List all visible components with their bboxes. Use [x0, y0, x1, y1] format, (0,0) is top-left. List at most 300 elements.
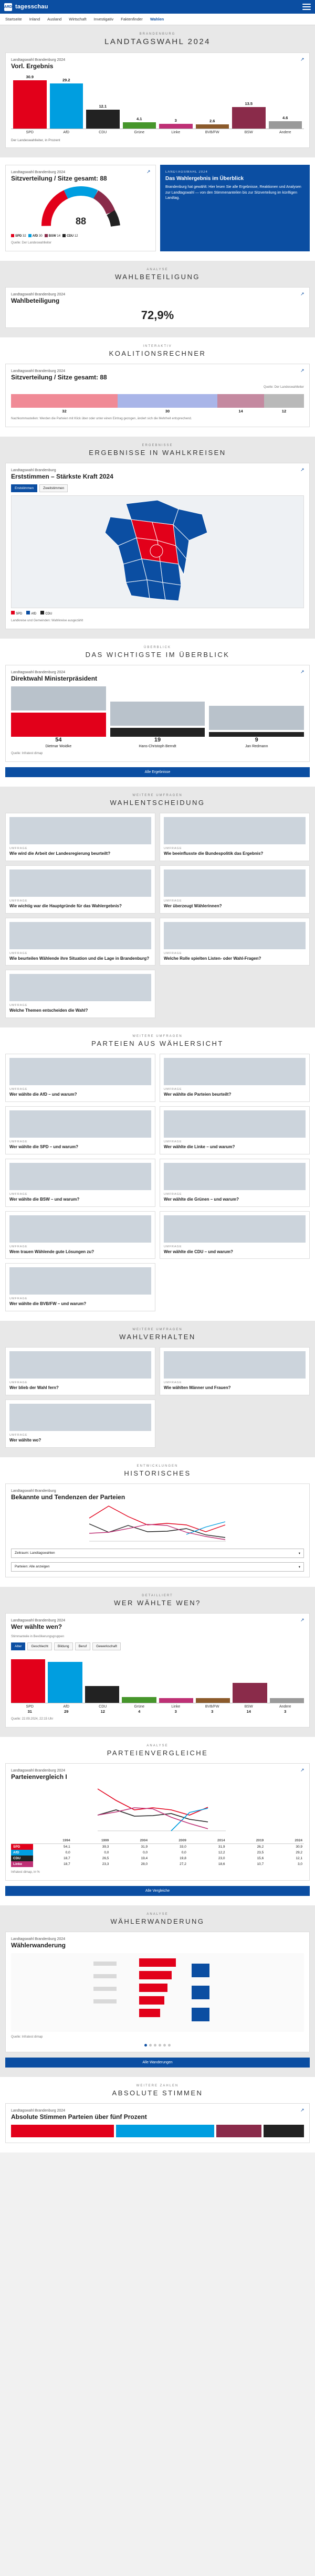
behaviour-title: WAHLVERHALTEN	[119, 1333, 196, 1341]
dot-5[interactable]	[163, 2044, 166, 2047]
district-map[interactable]	[11, 495, 304, 608]
coalition-footnote: Nachkommastellen: Werden die Parteien mit Klick über oder unter einen Eintrag gezogen, ändert sich die Mehrheit entsprechend.	[11, 417, 192, 420]
donut-seg-cdu	[111, 213, 116, 226]
teaser-title: Wer wählte die CDU – und warum?	[164, 1249, 233, 1254]
compare-card-kicker: Landtagswahl Brandenburg 2024	[11, 1768, 66, 1773]
th-2009: 2009	[149, 1838, 188, 1844]
wbar-bvbfw	[196, 1698, 230, 1702]
share-icon[interactable]: ↗	[300, 291, 304, 296]
bar-value-bvbfw: 2.6	[209, 118, 215, 123]
map-legend-afd: AfD	[26, 611, 36, 616]
share-icon[interactable]: ↗	[300, 368, 304, 373]
hero-kicker: BRANDENBURG	[139, 33, 176, 36]
seat-block-bsw[interactable]	[217, 394, 264, 408]
bar-value-linke: 3	[174, 118, 177, 123]
whovoted-section	[0, 1587, 315, 1737]
map-footnote: Landkreise und Gemeinden: Wahlkreise ausgezählt	[11, 619, 83, 622]
historic-party-select[interactable]: Parteien: Alle anzeigen ▾	[11, 1562, 304, 1572]
teaser-item[interactable]	[160, 1054, 310, 1102]
absolute-kicker: WEITERE ZAHLEN	[136, 2084, 179, 2087]
th-2019: 2019	[227, 1838, 266, 1844]
cell: 28,0	[141, 1862, 148, 1866]
whovoted-bar-chart	[11, 1653, 304, 1703]
teaser-title: Wie wählten Männer und Frauen?	[164, 1385, 231, 1391]
teaser-item[interactable]	[5, 865, 155, 914]
historic-card	[5, 1483, 310, 1577]
brand-title[interactable]: tagesschau	[15, 4, 48, 10]
hamburger-menu-icon[interactable]	[302, 4, 311, 10]
candidate-photo	[209, 706, 304, 730]
ard-logo[interactable]	[4, 3, 12, 11]
dot-4[interactable]	[159, 2044, 161, 2047]
tab-zweitstimmen[interactable]: Zweitstimmen	[39, 484, 68, 492]
coalition-seat-numbers	[11, 409, 304, 414]
parties-view-kicker: WEITERE UMFRAGEN	[132, 1035, 183, 1038]
teaser-item[interactable]	[160, 1211, 310, 1259]
candidate-bar-berndt	[110, 728, 205, 737]
teaser-kicker: UMFRAGE	[164, 899, 182, 903]
promo-kicker: LANDTAGSWAHL 2024	[165, 171, 208, 174]
result-card	[5, 52, 310, 148]
seats-legend	[11, 234, 150, 238]
teaser-item[interactable]	[160, 813, 310, 861]
wlabel-andere: Andere	[279, 1704, 291, 1709]
teaser-kicker: UMFRAGE	[164, 1381, 182, 1385]
teaser-title: Wem trauen Wählende gute Lösungen zu?	[9, 1249, 94, 1254]
teaser-item[interactable]	[5, 1106, 155, 1154]
all-migrations-button[interactable]: Alle Wanderungen	[5, 2058, 310, 2068]
seats-source: Quelle: Der Landeswahlleiter	[11, 241, 52, 245]
teaser-title: Wer wählte die BSW – und warum?	[9, 1196, 80, 1202]
donut-seg-afd	[66, 191, 96, 194]
share-icon[interactable]: ↗	[300, 2107, 304, 2113]
coalition-kicker: INTERAKTIV	[143, 345, 172, 348]
teaser-title: Wer wählte die Linke – und warum?	[164, 1144, 235, 1149]
wlabel-linke: Linke	[171, 1704, 181, 1709]
teaser-title: Wer wählte die AfD – und warum?	[9, 1092, 77, 1097]
cell: 3,0	[297, 1862, 302, 1866]
teaser-kicker: UMFRAGE	[164, 1192, 182, 1196]
wbar-afd	[48, 1662, 82, 1703]
absolute-title: ABSOLUTE STIMMEN	[112, 2089, 203, 2097]
hero-section	[0, 25, 315, 157]
teaser-title: Welche Themen entscheiden die Wahl?	[9, 1008, 88, 1013]
bar-afd	[50, 83, 83, 129]
th-2024: 2024	[265, 1838, 304, 1844]
promo-card[interactable]	[160, 165, 310, 251]
wbar-linke	[159, 1698, 193, 1702]
compare-line-chart	[11, 1785, 304, 1832]
migration-kicker: ANALYSE	[146, 1912, 169, 1916]
districts-kicker: ERGEBNISSE	[142, 444, 173, 447]
dot-6[interactable]	[168, 2044, 171, 2047]
flow-target-1	[192, 1964, 209, 1977]
teaser-thumbnail	[9, 1351, 151, 1379]
teaser-title: Welche Rolle spielten Listen- oder Wahl-Fragen?	[164, 956, 261, 961]
teaser-title: Wie wird die Arbeit der Landesregierung beurteilt?	[9, 851, 111, 856]
legend-afd: AfD 30	[28, 234, 43, 238]
wvalue-andere: 3	[284, 1709, 287, 1714]
flow-label-bg	[93, 1987, 117, 1991]
turnout-card-kicker: Landtagswahl Brandenburg 2024	[11, 293, 66, 296]
teaser-item[interactable]	[5, 1263, 155, 1311]
teaser-kicker: UMFRAGE	[9, 1297, 28, 1301]
cell: 18,6	[218, 1862, 225, 1866]
cell: 0,0	[181, 1850, 186, 1854]
historic-period-select[interactable]: Zeitraum: Landtagswahlen ▾	[11, 1549, 304, 1558]
map-legend-spd: SPD	[11, 611, 22, 616]
share-icon[interactable]: ↗	[300, 57, 304, 62]
wvalue-gruene: 4	[138, 1709, 141, 1714]
flow-bar-spd	[139, 1958, 176, 1967]
districts-card-title: Erststimmen – Stärkste Kraft 2024	[11, 473, 113, 480]
flow-bar-andere	[139, 2009, 160, 2017]
absolute-section	[0, 2077, 315, 2153]
teaser-item[interactable]	[160, 1347, 310, 1395]
teaser-title: Wer wählte die BVB/FW – und warum?	[9, 1301, 87, 1307]
seat-block-cdu[interactable]	[264, 394, 304, 408]
cell: 0,0	[104, 1850, 109, 1854]
coalition-seat-bar[interactable]	[11, 394, 304, 408]
teaser-thumbnail	[164, 922, 306, 949]
table-header-row	[11, 1838, 304, 1844]
compare-card	[5, 1763, 310, 1881]
teaser-thumbnail	[9, 1058, 151, 1085]
share-icon[interactable]: ↗	[300, 669, 304, 674]
line-spd	[89, 1506, 225, 1532]
seat-count-bsw: 14	[238, 409, 243, 414]
cell: 0,0	[65, 1850, 70, 1854]
tab-bildung[interactable]: Bildung	[54, 1642, 73, 1650]
label-bvbfw: BVB/FW	[205, 131, 219, 134]
districts-section	[0, 437, 315, 639]
teaser-kicker: UMFRAGE	[9, 1004, 28, 1008]
all-comparisons-button[interactable]: Alle Vergleiche	[5, 1886, 310, 1896]
whovoted-source: Quelle: 22.09.2024, 22:15 Uhr	[11, 1717, 54, 1721]
teaser-thumbnail	[164, 1058, 306, 1085]
teaser-item[interactable]	[5, 1400, 155, 1448]
teaser-item[interactable]	[5, 1159, 155, 1207]
teaser-thumbnail	[9, 1267, 151, 1295]
teaser-thumbnail	[9, 870, 151, 897]
flow-label-bg	[93, 1962, 117, 1966]
share-icon[interactable]: ↗	[300, 1617, 304, 1623]
absolute-card-title: Absolute Stimmen Parteien über fünf Prozent	[11, 2113, 147, 2121]
donut-total: 88	[75, 216, 86, 227]
parties-view-grid	[5, 1054, 310, 1311]
candidate-berndt	[110, 702, 205, 748]
teaser-kicker: UMFRAGE	[9, 1245, 28, 1248]
wbar-bsw	[233, 1683, 267, 1703]
flow-target-3	[192, 2008, 209, 2021]
cell: 12,2	[218, 1850, 225, 1854]
th-1999: 1999	[72, 1838, 111, 1844]
wvalue-spd: 31	[27, 1709, 32, 1714]
seat-block-afd[interactable]	[118, 394, 217, 408]
seat-count-cdu: 12	[281, 409, 287, 414]
teaser-title: Wer wählte die SPD – und warum?	[9, 1144, 78, 1149]
wvalue-cdu: 12	[100, 1709, 105, 1714]
share-icon[interactable]: ↗	[300, 1767, 304, 1773]
teaser-item[interactable]	[5, 813, 155, 861]
tab-geschlecht[interactable]: Geschlecht	[27, 1642, 52, 1650]
seat-block-spd[interactable]	[11, 394, 118, 408]
teaser-thumbnail	[164, 1110, 306, 1138]
label-cdu: CDU	[99, 131, 107, 134]
migration-svg	[11, 1953, 304, 2032]
nav-item-wirtschaft[interactable]: Wirtschaft	[69, 17, 87, 22]
dot-2[interactable]	[149, 2044, 152, 2047]
candidate-bar-woidke	[11, 713, 106, 737]
wlabel-cdu: CDU	[99, 1704, 107, 1709]
teaser-thumbnail	[9, 817, 151, 844]
legend-cdu: CDU 12	[62, 234, 78, 238]
wlabel-afd: AfD	[63, 1704, 70, 1709]
cell: 10,7	[257, 1862, 264, 1866]
candidate-name-berndt: Hans-Christoph Berndt	[139, 745, 176, 748]
compare-section	[0, 1737, 315, 1905]
cline-linke	[98, 1808, 208, 1829]
teaser-kicker: UMFRAGE	[164, 1088, 182, 1091]
turnout-section	[0, 261, 315, 337]
coalition-card-title: Sitzverteilung / Sitze gesamt: 88	[11, 374, 107, 381]
bar-andere	[269, 121, 302, 129]
label-afd: AfD	[63, 131, 70, 134]
tab-erststimmen[interactable]: Erststimmen	[11, 484, 37, 492]
flow-bar-nichtwaehler	[139, 1996, 164, 2005]
compare-title: PARTEIENVERGLEICHE	[107, 1748, 208, 1757]
seats-title: Sitzverteilung / Sitze gesamt: 88	[11, 175, 107, 182]
compare-table	[11, 1838, 304, 1867]
teaser-kicker: UMFRAGE	[9, 951, 28, 955]
nav-item-inland[interactable]: Inland	[29, 17, 40, 22]
flow-label-bg	[93, 1974, 117, 1978]
historic-card-kicker: Landtagswahl Brandenburg	[11, 1489, 56, 1493]
promo-title: Das Wahlergebnis im Überblick	[165, 176, 244, 182]
nav-item-startseite[interactable]: Startseite	[5, 17, 22, 22]
migration-source: Quelle: Infratest dimap	[11, 2035, 43, 2039]
legend-bsw: BSW 14	[45, 234, 60, 238]
candidate-name-redmann: Jan Redmann	[245, 745, 268, 748]
abs-bar-bsw	[216, 2125, 261, 2137]
teaser-title: Wie wichtig war die Hauptgründe für das Wahlergebnis?	[9, 903, 122, 908]
candidate-value-berndt: 19	[154, 737, 161, 743]
whovoted-card	[5, 1613, 310, 1727]
abs-bar-afd	[116, 2125, 214, 2137]
overview-card-title: Direktwahl Ministerpräsident	[11, 675, 98, 682]
nav-item-investigativ[interactable]: Investigativ	[93, 17, 114, 22]
coalition-title: KOALITIONSRECHNER	[109, 349, 206, 357]
whovoted-card-sub: Stimmanteile in Bevölkerungsgruppen	[11, 1635, 65, 1638]
teaser-thumbnail	[164, 870, 306, 897]
teaser-kicker: UMFRAGE	[9, 1192, 28, 1196]
line-cdu	[89, 1524, 225, 1538]
table-row	[11, 1856, 304, 1861]
behaviour-section	[0, 1321, 315, 1457]
flow-label-bg	[93, 1999, 117, 2003]
migration-title: WÄHLERWANDERUNG	[110, 1917, 205, 1925]
teaser-thumbnail	[9, 974, 151, 1001]
tab-beruf[interactable]: Beruf	[75, 1642, 91, 1650]
dot-1[interactable]	[144, 2044, 147, 2047]
seats-card	[5, 165, 156, 251]
chevron-down-icon: ▾	[298, 1565, 300, 1569]
teaser-thumbnail	[9, 1215, 151, 1243]
teaser-kicker: UMFRAGE	[164, 1140, 182, 1143]
candidate-bar-redmann	[209, 732, 304, 737]
wbar-spd	[11, 1659, 45, 1703]
absolute-card-kicker: Landtagswahl Brandenburg 2024	[11, 2108, 66, 2113]
turnout-card-title: Wahlbeteiligung	[11, 297, 60, 304]
wvalue-bvbfw: 3	[211, 1709, 214, 1714]
row-party-afd: AfD	[11, 1850, 33, 1856]
decision-kicker: WEITERE UMFRAGEN	[132, 794, 183, 797]
migration-section	[0, 1905, 315, 2077]
row-party-linke: Linke	[11, 1861, 33, 1867]
decision-teaser-grid	[5, 813, 310, 1018]
logo-text: ARD	[4, 5, 13, 9]
teaser-item[interactable]	[5, 1211, 155, 1259]
candidate-woidke	[11, 686, 106, 748]
teaser-title: Wer wählte die Parteien beurteilt?	[164, 1092, 232, 1097]
turnout-card	[5, 287, 310, 328]
cell: 23,3	[102, 1862, 109, 1866]
absolute-bar-chart	[11, 2125, 304, 2137]
teaser-item[interactable]	[160, 1106, 310, 1154]
historic-section	[0, 1457, 315, 1587]
label-spd: SPD	[26, 131, 34, 134]
main-nav	[0, 14, 315, 25]
teaser-kicker: UMFRAGE	[9, 1433, 28, 1437]
map-legend	[11, 611, 304, 616]
result-bar-chart	[11, 74, 304, 129]
all-results-button[interactable]: Alle Ergebnisse	[5, 767, 310, 777]
line-linke	[89, 1524, 225, 1540]
bar-value-spd: 30.9	[26, 75, 34, 80]
carousel-dots[interactable]	[11, 2044, 304, 2047]
cell: 39,3	[102, 1844, 109, 1849]
cline-spd	[98, 1789, 208, 1815]
dot-3[interactable]	[154, 2044, 156, 2047]
nav-item-ausland[interactable]: Ausland	[47, 17, 62, 22]
teaser-item[interactable]	[160, 918, 310, 966]
cell: 31,9	[141, 1844, 148, 1849]
migration-flow-chart	[11, 1953, 304, 2032]
th-1994: 1994	[33, 1838, 72, 1844]
table-row	[11, 1861, 304, 1867]
candidate-redmann	[209, 706, 304, 748]
cell: 0,0	[143, 1850, 148, 1854]
cell: 18,7	[64, 1862, 70, 1866]
teaser-item[interactable]	[5, 1054, 155, 1102]
behaviour-kicker: WEITERE UMFRAGEN	[132, 1328, 183, 1332]
result-card-kicker: Landtagswahl Brandenburg 2024	[11, 58, 66, 62]
overview-card	[5, 665, 310, 762]
nav-item-faktenfinder[interactable]: Faktenfinder	[121, 17, 143, 22]
compare-footnote: Infratest dimap, in %	[11, 1870, 40, 1874]
tab-alter[interactable]: Alter	[11, 1642, 25, 1650]
coalition-section	[0, 337, 315, 437]
cell: 30,9	[296, 1844, 302, 1849]
result-subtitle: Der Landeswahlleiter, in Prozent	[11, 139, 60, 142]
tab-gewerkschaft[interactable]: Gewerkschaft	[92, 1642, 121, 1650]
teaser-thumbnail	[164, 1351, 306, 1379]
row-party-spd: SPD	[11, 1843, 33, 1850]
coalition-source: Quelle: Der Landeswahlleiter	[263, 386, 304, 389]
cell: 26,2	[257, 1844, 264, 1849]
seat-count-spd: 32	[62, 409, 67, 414]
nav-item-wahlen[interactable]: Wahlen	[150, 17, 164, 22]
districts-title: ERGEBNISSE IN WAHLKREISEN	[89, 449, 226, 457]
overview-kicker: ÜBERBLICK	[143, 646, 171, 649]
label-andere: Andere	[279, 131, 291, 134]
bar-value-cdu: 12.1	[99, 103, 107, 109]
whovoted-values	[11, 1709, 304, 1714]
candidate-photo	[11, 686, 106, 711]
teaser-item[interactable]	[160, 865, 310, 914]
wlabel-bvbfw: BVB/FW	[205, 1704, 219, 1709]
whovoted-card-kicker: Landtagswahl Brandenburg 2024	[11, 1618, 66, 1623]
teaser-kicker: UMFRAGE	[9, 1088, 28, 1091]
bar-value-afd: 29.2	[62, 77, 70, 82]
whovoted-title: WER WÄHLTE WEN?	[114, 1598, 201, 1607]
cell: 12,1	[296, 1856, 302, 1860]
wbar-gruene	[122, 1697, 156, 1703]
result-bar-labels	[11, 129, 304, 134]
teaser-item[interactable]	[5, 970, 155, 1018]
teaser-title: Wer wählte die Grünen – und warum?	[164, 1196, 239, 1202]
wbar-andere	[270, 1698, 304, 1702]
th-party	[11, 1838, 33, 1844]
teaser-item[interactable]	[5, 918, 155, 966]
teaser-title: Wie beeinflusste die Bundespolitik das Ergebnis?	[164, 851, 264, 856]
abs-bar-cdu	[264, 2125, 304, 2137]
turnout-kicker: ANALYSE	[146, 268, 169, 271]
line-afd	[186, 1522, 225, 1534]
absolute-card	[5, 2103, 310, 2143]
teaser-title: Wer überzeugt Wählerinnen?	[164, 903, 222, 908]
districts-card-kicker: Landtagswahl Brandenburg	[11, 469, 56, 472]
cell: 15,6	[257, 1856, 264, 1860]
donut-seg-spd	[46, 195, 66, 226]
wvalue-afd: 29	[64, 1709, 69, 1714]
table-row	[11, 1843, 304, 1850]
historic-line-chart	[11, 1505, 304, 1542]
teaser-kicker: UMFRAGE	[9, 847, 28, 850]
teaser-thumbnail	[9, 1163, 151, 1190]
flow-bar-linke	[139, 1984, 167, 1992]
seat-count-afd: 30	[165, 409, 170, 414]
teaser-thumbnail	[164, 817, 306, 844]
bar-bvbfw	[196, 124, 229, 129]
decision-title: WAHLENTSCHEIDUNG	[110, 799, 205, 807]
map-svg[interactable]	[12, 496, 303, 608]
teaser-item[interactable]	[160, 1159, 310, 1207]
district-shape	[160, 561, 181, 585]
seats-section	[0, 157, 315, 261]
cell: 31,9	[218, 1844, 225, 1849]
districts-card	[5, 463, 310, 629]
th-2014: 2014	[188, 1838, 227, 1844]
teaser-item[interactable]	[5, 1347, 155, 1395]
share-icon[interactable]: ↗	[300, 467, 304, 472]
coalition-card	[5, 364, 310, 427]
historic-title: HISTORISCHES	[124, 1469, 191, 1477]
row-party-cdu: CDU	[11, 1856, 33, 1861]
share-icon[interactable]: ↗	[146, 169, 151, 174]
candidate-photo	[110, 702, 205, 726]
teaser-kicker: UMFRAGE	[9, 1381, 28, 1385]
